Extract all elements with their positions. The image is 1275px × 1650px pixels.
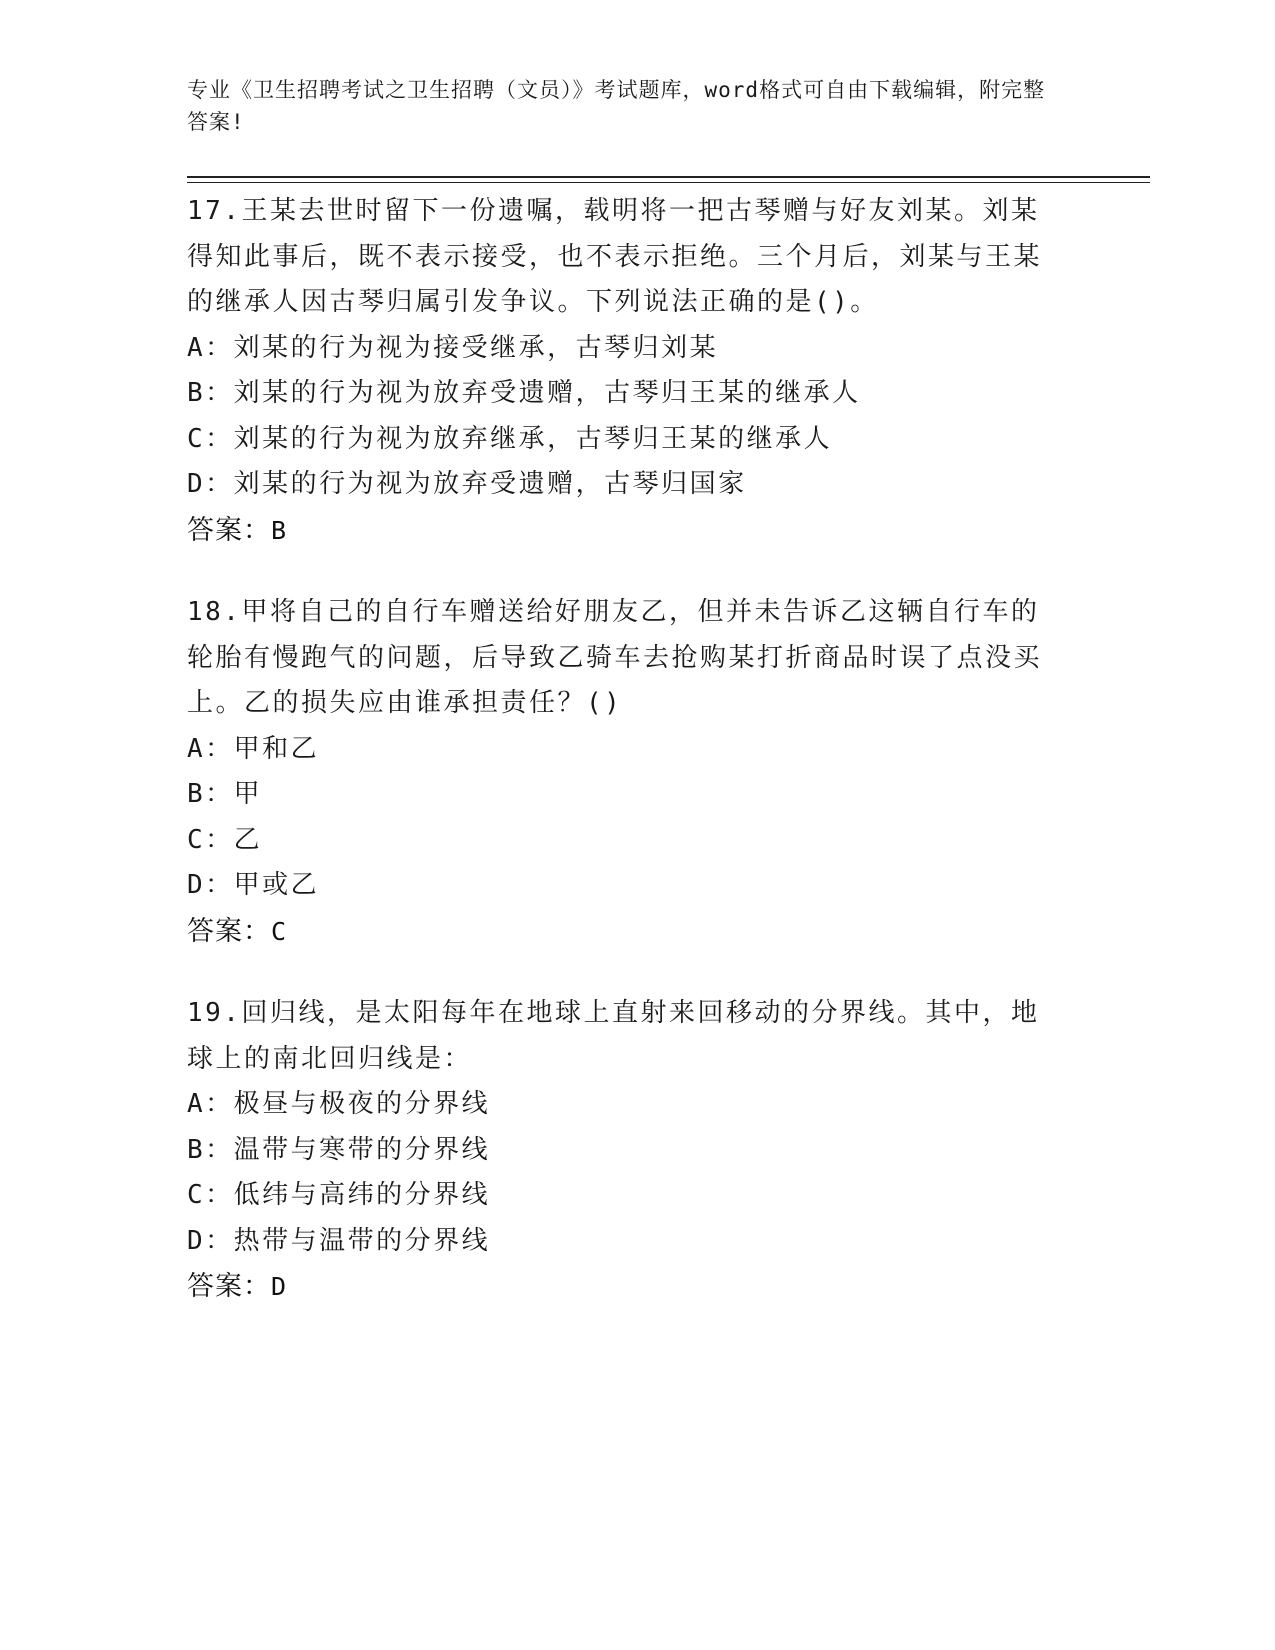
- answer-line: [187, 508, 1087, 554]
- question-stem: 17.王某去世时留下一份遗嘱，载明将一把古琴赠与好友刘某。刘某得知此事后，既不表示接受，也不表示拒绝。三个月后，刘某与王某的继承人因古琴归属引发争议。下列说法正确的是()。: [187, 196, 1043, 317]
- question-17: [187, 189, 1087, 553]
- question-stem: 18.甲将自己的自行车赠送给好朋友乙，但并未告诉乙这辆自行车的轮胎有慢跑气的问题，后导致乙骑车去抢购某打折商品时误了点没买上。乙的损失应由谁承担责任？(): [187, 597, 1043, 718]
- option-c: C：刘某的行为视为放弃继承，古琴归王某的继承人: [187, 423, 833, 454]
- option-a: A：甲和乙: [187, 733, 320, 764]
- option-c: C：乙: [187, 824, 263, 855]
- answer-label: 答案：: [187, 514, 271, 546]
- header-divider-thick: [187, 176, 1150, 178]
- option-a: A：刘某的行为视为接受继承，古琴归刘某: [187, 332, 719, 363]
- question-19: [187, 991, 1087, 1310]
- answer-value: B: [271, 515, 288, 545]
- question-18: [187, 590, 1087, 954]
- question-stem: 19.回归线，是太阳每年在地球上直射来回移动的分界线。其中，地球上的南北回归线是：: [187, 998, 1040, 1074]
- header-divider-thin: [187, 182, 1150, 183]
- option-d: D：甲或乙: [187, 870, 320, 900]
- page-header: 专业《卫生招聘考试之卫生招聘（文员）》考试题库，word格式可自由下载编辑，附完整答案!: [187, 78, 1046, 134]
- answer-label: 答案：: [187, 1271, 271, 1302]
- option-c: C：低纬与高纬的分界线: [187, 1180, 491, 1210]
- option-b: B：甲: [187, 779, 263, 809]
- answer-value: C: [271, 916, 288, 946]
- option-d: D：热带与温带的分界线: [187, 1225, 491, 1256]
- option-b: B：温带与寒带的分界线: [187, 1134, 491, 1165]
- option-b: B：刘某的行为视为放弃受遗赠，古琴归王某的继承人: [187, 378, 861, 408]
- answer-value: D: [271, 1272, 288, 1301]
- option-d: D：刘某的行为视为放弃受遗赠，古琴归国家: [187, 469, 747, 499]
- answer-line: [187, 1264, 1087, 1310]
- answer-line: [187, 909, 1087, 955]
- answer-label: 答案：: [187, 915, 271, 947]
- option-a: A：极昼与极夜的分界线: [187, 1089, 491, 1119]
